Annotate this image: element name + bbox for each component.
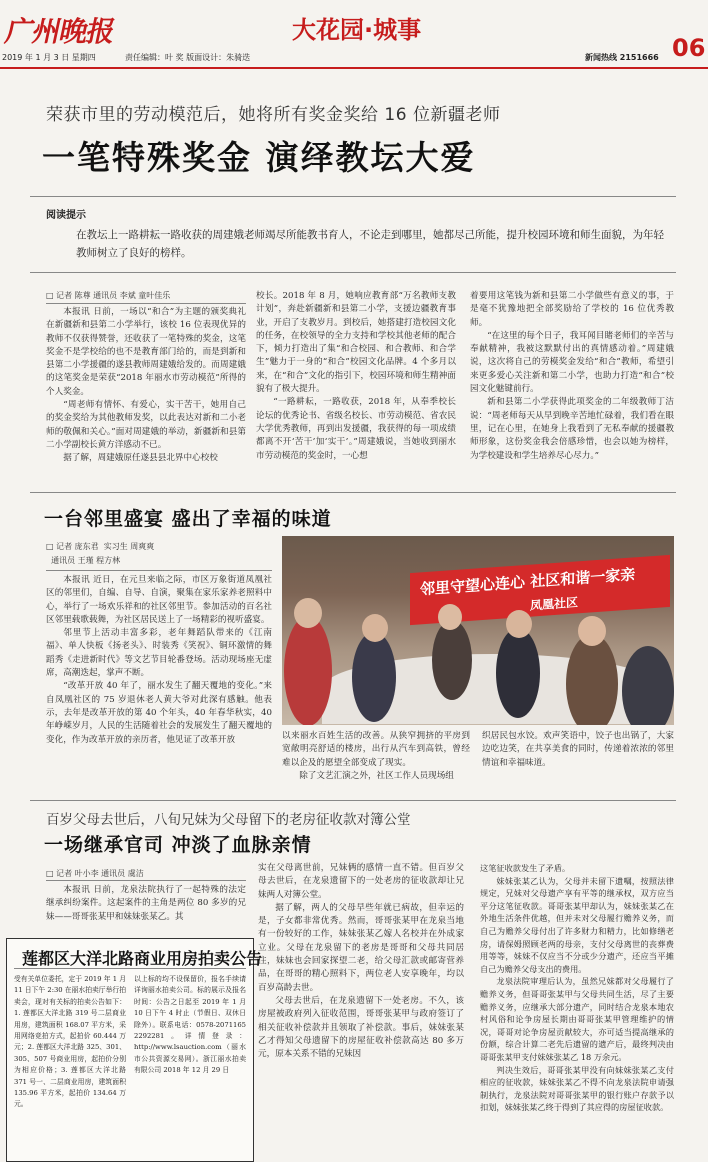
paragraph: 织居民包水饺。欢声笑语中，饺子也出锅了，大家边吃边笑，在共享美食的同时，传递着浓浓的邻里情谊和幸福味道。 [482,731,674,768]
person-figure [432,620,472,700]
issue-date: 2019 年 1 月 3 日 星期四 [2,53,96,62]
person-figure [496,628,540,718]
paragraph: 本报讯 近日，在元旦来临之际，市区万象街道凤凰社区的邻里们，自编、自导、自演，聚集在家乐家养老照料中心，举行了一场欢乐祥和的社区邻里节。参加活动的百名社区邻里载歌载舞，为社区居民送上了一场精彩的视听盛宴。 [46,575,272,625]
summary-text: 在教坛上一路耕耘一路收获的周建娥老师竭尽所能教书育人，不论走到哪里，她都尽己所能，提升校园环境和师生面貌，为年轻教师树立了良好的榜样。 [76,229,664,259]
auction-notice-title: 莲都区大洋北路商业用房拍卖公告 [22,949,263,968]
paragraph: 据了解，周建娥原任遂县县北界中心校校 [63,453,218,464]
story2-column-2 [282,730,470,783]
story1-column-1 [46,306,246,466]
section-divider [30,492,676,493]
summary-bottom-rule [30,272,676,273]
paragraph: “改革开放 40 年了，丽水发生了翻天覆地的变化。”来自凤凰社区的 75 岁退休老人黄大爷对此深有感触。他表示，去年是改革开放的第 40 个年头，40 年春华秋实，40 年峥嵘岁月，人民的生活随着社会的发展发生了翻天覆地的变化，作为改革开放的亲历者，他见证了改革开放 [46,681,272,745]
story3-headline: 一场继承官司 冲淡了血脉亲情 [44,834,312,856]
summary-label: 阅读提示 [46,210,86,221]
info-bar [0,50,664,64]
story1-subhead: 荣获市里的劳动模范后，她将所有奖金奖给 16 位新疆老师 [46,105,501,125]
story3-byline: □ 记者 叶小李 通讯员 虞洁 [46,869,144,878]
person-figure [622,646,674,725]
news-hotline: 新闻热线 2151666 [585,53,659,62]
paragraph: 除了文艺汇演之外，社区工作人员现场组 [299,770,454,781]
person-figure [284,616,332,725]
byline-rule [46,303,246,304]
story2-headline: 一台邻里盛宴 盛出了幸福的味道 [44,508,332,530]
paragraph: 实在父母离世前，兄妹俩的感情一直不错。但百岁父母去世后，在龙泉遗留下的一处老房的征收款却让兄妹两人对簿公堂。 [258,863,464,900]
paragraph: 妹妹张某乙认为，父母并未留下遗嘱，按照法律规定，兄妹对父母遗产享有平等的继承权，双方应当平分这笔征收款。哥哥张某甲却认为，妹妹张某乙在外地生活条件优越，但并未对父母履行赡养义务，而自己为赡养父母付出了许多财力和精力，比如修缮老房，请保姆照顾老两的母亲，支付父母离世的丧葬费用等等，妹妹不仅应当不分或少分遗产，还应当平摊自己为赡养父母支出的费用。 [480,875,674,974]
person-figure [294,598,322,628]
newspaper-logo: 广州晚报 [2,15,118,48]
masthead-divider [0,67,708,69]
story2-column-3 [482,730,674,770]
story1-headline: 一笔特殊奖金 演绎教坛大爱 [42,138,476,177]
summary-top-rule [30,196,676,197]
paragraph: 据了解，两人的父母早些年就已病故，但幸运的是，子女都非常优秀。然而，哥哥张某甲在龙泉当地有一份较好的工作，妹妹张某乙嫁人名校并在外成家立业。父母在龙泉留下的老房是哥哥和父母共同居住，妹妹也会回家探望二老，给父母汇款或邮寄营养品，在哥哥的精心照料下，两位老人安享晚年，均以百岁高龄去世。 [258,902,464,993]
person-figure [506,610,532,638]
story1-column-2 [256,290,456,463]
ad-title-rule [14,968,246,969]
auction-notice-column-2: 以上标的均不设保留价，报名手续请详询丽水拍卖公司。标的展示及报名时间：公告之日起至 2019 年 1 月 10 日下午 4 时止（节假日、双休日除外）。联系电话：0578-2071165 2292281。详情登录：http://www.lsauction.com（丽水市公共资源交易网）。浙江丽水拍卖有限公司 2018 年 12 月 29 日 [134,975,246,1075]
person-figure [352,632,396,722]
person-figure [566,634,618,725]
byline-rule [46,880,246,881]
paragraph: 判决生效后，哥哥张某甲没有向妹妹张某乙支付相应的征收款，妹妹张某乙不得不向龙泉法院申请强制执行，龙泉法院对哥哥张某甲的银行账户存款予以扣划，妹妹张某乙终于得到了其应得的房屋征收款。 [480,1064,674,1113]
photo-banner-text: 邻里守望心连心 社区和谐一家亲 [420,565,636,599]
community-banquet-photo [282,536,674,725]
story2-byline: □ 记者 庞东君 实习生 周爽爽 通讯员 王瑾 程方林 [46,542,155,565]
story3-subhead: 百岁父母去世后，八旬兄妹为父母留下的老房征收款对簿公堂 [46,812,411,828]
story3-column-2 [258,862,464,1061]
paragraph: “在这里的每个日子，我耳闻目睹老师们的辛苦与奉献精神，我被这默默付出的真情感动着。”周建娥说，这次将自己的劳模奖金发给“和合”教师，希望引来更多爱心关注新和第二小学，也助力打造“和合”校园文化魅键前行。 [470,330,674,395]
byline-rule [46,570,272,571]
paragraph: 邻里节上活动丰富多彩，老年舞蹈队带来的《江南福》、单人快板《扬老头》、时装秀《笑祝》、铜环激情的舞蹈秀《走进新时代》等文艺节目轮番登场。活动现场座无虚席，高潮迭起，掌声不断。 [46,628,272,679]
photo-banner-subtext: 凤凰社区 [530,595,579,613]
story3-column-3 [480,862,674,1114]
paragraph: “周老师有情怀、有爱心，实干苦干，她用自己的奖金奖给为其他教师发奖，以此表达对新和二小老师的敬佩和关心。”面对周建娥的举动，新疆新和县第二小学副校长黄方洋感动不已。 [46,400,246,450]
paragraph: 新和县第二小学获得此项奖金的二年级教师丁洁说：“周老师每天从早到晚辛苦地忙碌着，我们看在眼里，记在心里，在她身上我看到了无私奉献的援疆教师形象，这份奖金我会倍感珍惜，也会以她为榜样，为学校建设和学生培养尽心尽力。” [470,397,674,461]
section-brand: 大花园·城事 [292,16,422,44]
page-number: 06 [672,34,706,62]
section-divider [30,800,676,801]
person-figure [438,604,462,630]
paragraph: 着要用这笔钱为新和县第二小学做些有意义的事，于是毫不犹豫地把全部奖励给了学校的 16 位优秀教师。 [470,291,674,328]
story2-column-1 [46,574,272,747]
person-figure [362,614,388,642]
paragraph: 校长。2018 年 8 月，她响应教育部“万名教师支教计划”，奔赴新疆新和县第二小学，支援边疆教育事业，开启了支教岁月。到校后，她搭建打造校园文化的任务，在校领导的全力支持和学校其他老师的配合下，倾力打造出了集“和合校园、和合教师、和合学生”魅力于一身的“和合”校园文化品牌。4 个多月以来，在“和合”文化的指引下，校园环境和师生精神面貌有了极大提升。 [256,291,456,395]
story1-column-3 [470,290,674,463]
paragraph: 这笔征收款发生了矛盾。 [480,863,571,873]
story3-column-1 [46,884,246,924]
auction-notice-column-1: 受有关单位委托，定于 2019 年 1 月 11 日下午 2:30 在丽水拍卖厅举行拍卖会，现对有关标的拍卖公告如下：1. 莲都区大洋北路 319 号二层商业用房，建筑面积 168.07 平方米，采用网络竞拍方式，起拍价 60.444 万元；2. 莲都区大洋北路 325、301、305、507 号商业用房，起拍价分别为相应价格；3. 莲都区大洋北路 371 号一、二层商业用房，建筑面积 135.96 平方米，起拍价 134.64 万元。 [14,975,126,1109]
paragraph: 父母去世后，在龙泉遗留下一处老房。不久，该房屋被政府列入征收范围，哥哥张某甲与政府签订了相关征收补偿款并且领取了补偿款。事后，妹妹张某乙才得知父母遗留下的房屋征收补偿款高达 80 多万元，原本关系不错的兄妹因 [258,995,464,1060]
paragraph: 本报讯 日前，一场以“和合”为主题的颁奖典礼在新疆新和县第二小学举行，该校 16 位表现优异的教师不仅获得赞誉，还收获了一笔特殊的奖金，这笔奖金不是学校给的也不是教育部门给的，而是到新和县第二小学援疆的遂县教师周建娥给发的。而周建娥的这笔奖金是荣获“2018 年丽水市劳动模范”所得的个人奖金。 [46,307,246,397]
paragraph: “一路耕耘，一路收获，2018 年，从奉季校长论坛的优秀论书、省级名校长、市劳动模范、省农民大学优秀教师，再到出发援疆，我获得的每一项成绩都离不开‘苦干’加‘实干’。”周建娥说，当她收到丽水市劳动模范的奖金时，一心想 [256,397,456,461]
paragraph: 龙泉法院审理后认为，虽然兄妹都对父母履行了赡养义务，但哥哥张某甲与父母共同生活，尽了主要赡养义务，应继承大部分遗产，同时结合龙泉本地农村风俗和论争房屋长期由哥哥张某甲管理维护的情况，哥哥对论争房屋贡献较大，亦可适当提高继承的份额，综合计算二老先后遗留的遗产后，最终判决由哥哥张某甲支付妹妹张某乙 18 万余元。 [480,976,674,1062]
person-figure [578,616,606,646]
paragraph: 本报讯 日前，龙泉法院执行了一起特殊的法定继承纠纷案件。这起案件的主角是两位 80 多岁的兄妹——哥哥张某甲和妹妹张某乙。其 [46,885,246,922]
paragraph: 以来丽水百姓生活的改善。从狭窄拥挤的平房到宽敞明亮舒适的楼房，出行从汽车到高铁，曾经难以企及的愿望全部变成了现实。 [282,731,470,768]
editors-credit: 责任编辑：叶 奖 版面设计：朱骑迭 [125,53,251,62]
story1-byline: □ 记者 陈尊 通讯员 李斌 童叶佳乐 [46,291,171,300]
